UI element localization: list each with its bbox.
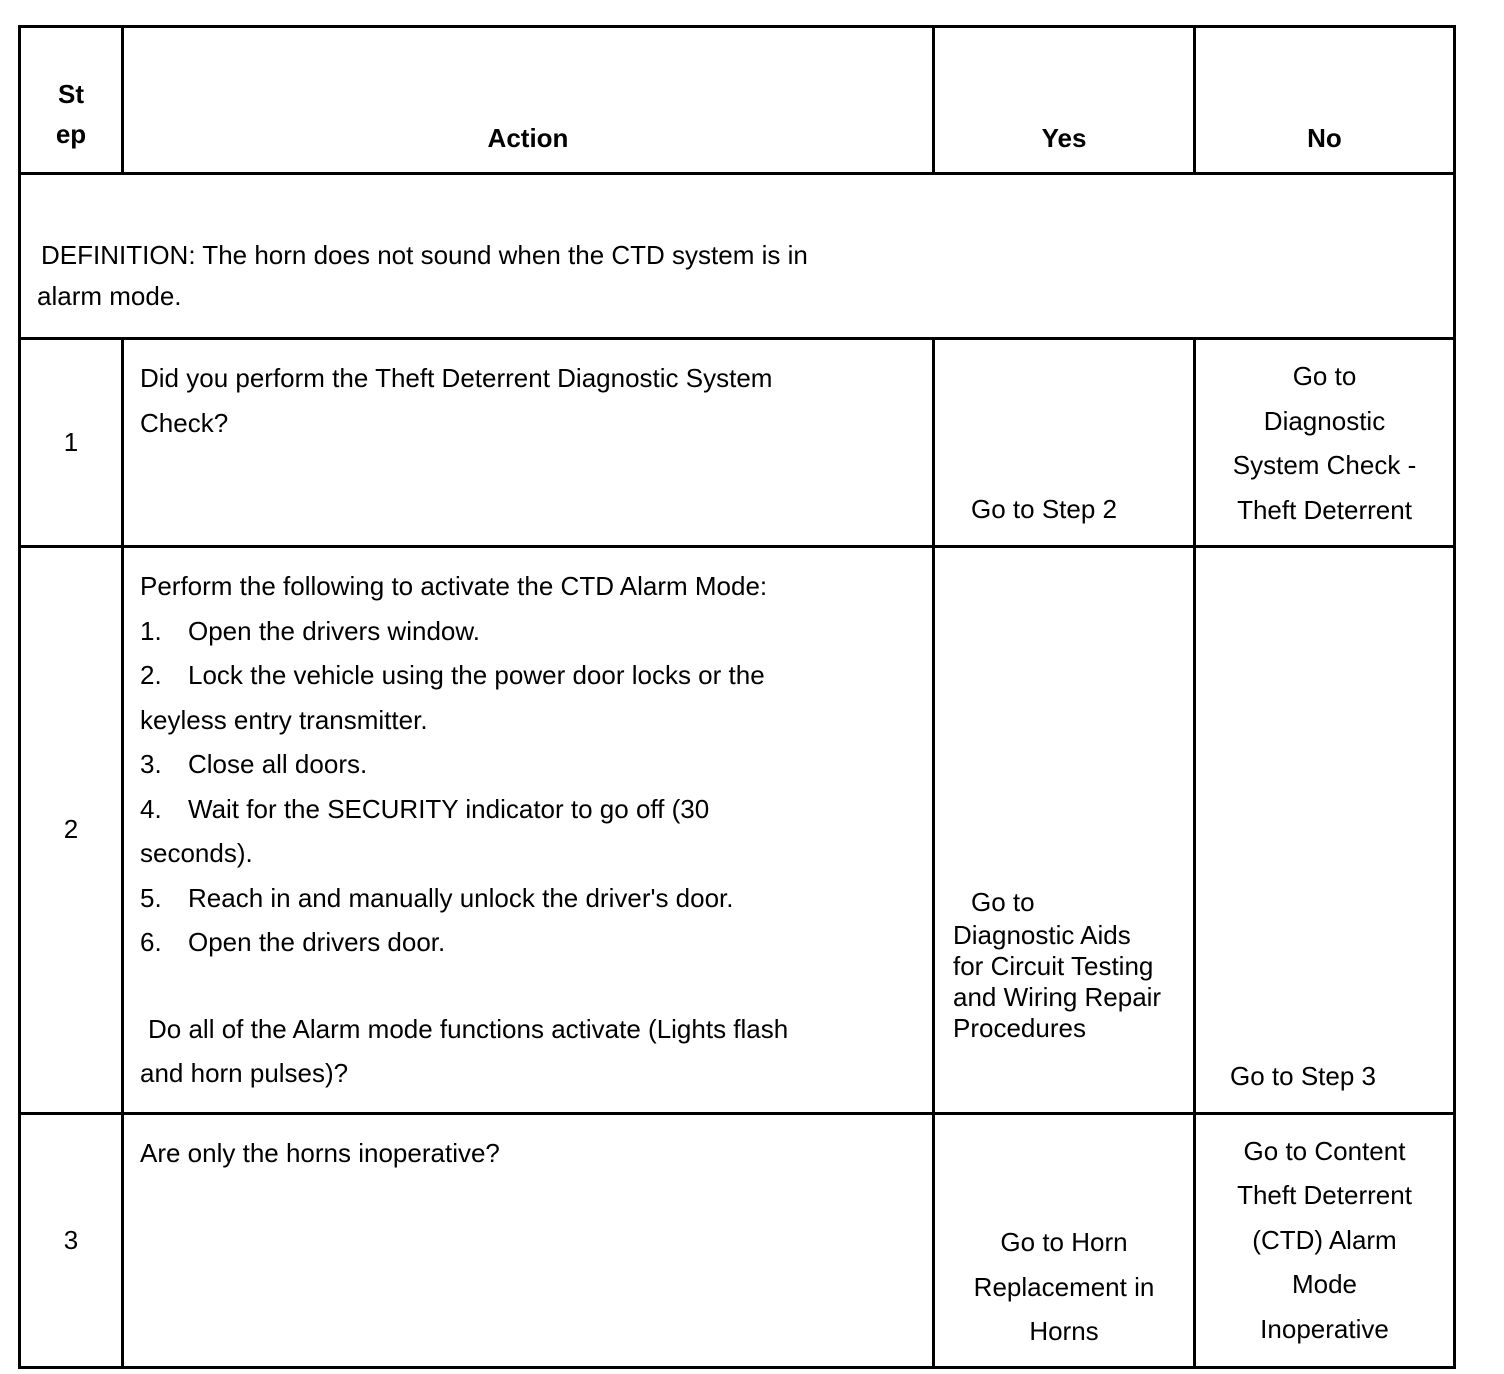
step-number: 1 xyxy=(20,339,123,547)
yes-cell: Go to Diagnostic Aids for Circuit Testing and Wiring Repair Procedures xyxy=(934,547,1195,1114)
yes-cell: Go to Step 2 xyxy=(934,339,1195,547)
yes-cell: Go to Horn Replacement in Horns xyxy=(934,1113,1195,1367)
list-item: 6. Open the drivers door. xyxy=(140,927,446,957)
definition-text-line2: alarm mode. xyxy=(37,281,182,311)
list-item: 5. Reach in and manually unlock the driver's door. xyxy=(140,882,734,913)
diagnostic-table xyxy=(18,25,1456,1369)
no-cell: Go to Step 3 xyxy=(1195,547,1455,1114)
step-number: 3 xyxy=(20,1113,123,1367)
list-item: 1. Open the drivers window. xyxy=(140,615,480,646)
definition-cell xyxy=(20,174,1455,339)
no-cell: Go to Content Theft Deterrent (CTD) Alarm Mode Inoperative xyxy=(1195,1113,1455,1367)
header-yes: Yes xyxy=(934,27,1195,174)
list-item: 3. Close all doors. xyxy=(140,749,368,779)
table-row xyxy=(20,547,1455,1114)
header-action: Action xyxy=(123,27,934,174)
no-cell: Go to Diagnostic System Check - Theft Deterrent xyxy=(1195,339,1455,547)
step-number: 2 xyxy=(20,547,123,1114)
definition-text-line1: DEFINITION: The horn does not sound when the CTD system is in xyxy=(41,240,808,270)
action-cell: Did you perform the Theft Deterrent Diagnostic System Check? xyxy=(123,339,934,547)
header-step: St ep xyxy=(20,27,123,174)
list-item: 2. Lock the vehicle using the power door locks or the xyxy=(140,660,765,690)
action-cell: Are only the horns inoperative? xyxy=(123,1113,934,1367)
table-row xyxy=(20,339,1455,547)
table-row xyxy=(20,1113,1455,1367)
header-no: No xyxy=(1195,27,1455,174)
action-cell: Perform the following to activate the CTD Alarm Mode: 1. Open the drivers window. 2. Lock the vehicle using the power door locks or the keyless entry transmitter. 3. Close all doors. 4. Wait for the SECURITY indicator to go off (30 seconds). 5. Reach in and manually unlock the driver's door. 6. Open the drivers door. Do all of the Alarm mode functions activate (Lights flash and horn pulses)? xyxy=(123,547,934,1114)
header-row xyxy=(20,27,1455,174)
list-item: 4. Wait for the SECURITY indicator to go off (30 xyxy=(140,793,710,824)
definition-row xyxy=(20,174,1455,339)
